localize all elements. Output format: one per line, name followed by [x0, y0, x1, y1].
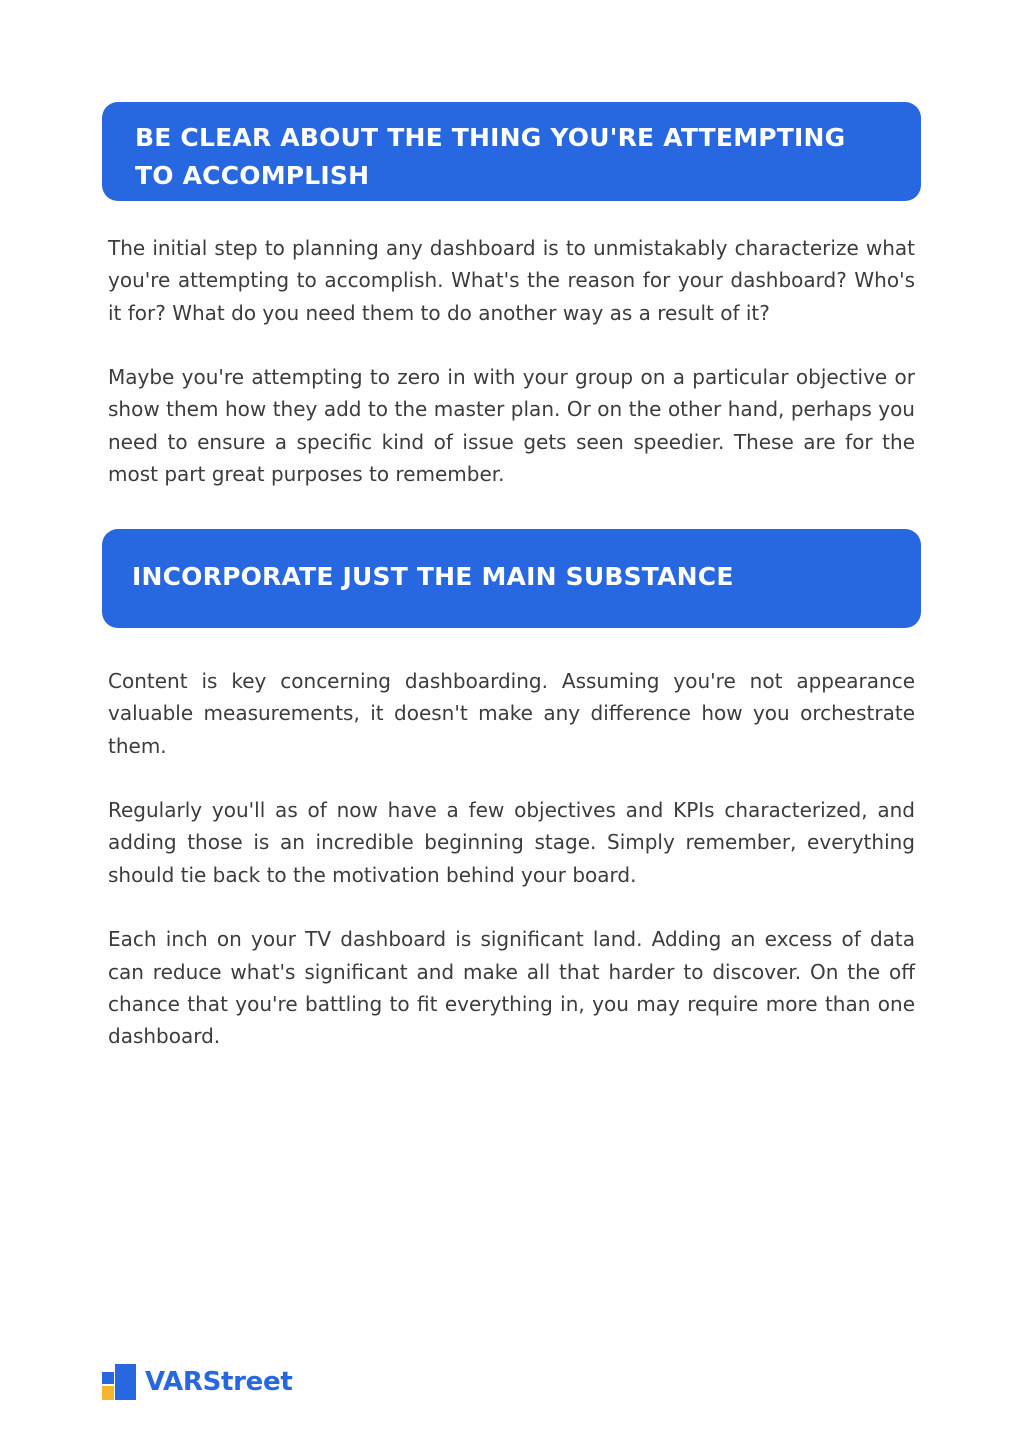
section-heading: INCORPORATE JUST THE MAIN SUBSTANCE	[132, 562, 734, 591]
paragraph: Maybe you're attempting to zero in with your group on a particular objective or show them how they add to the master plan. Or on the other hand, perhaps you need to ensure a specific kind of issue gets seen speedier. These are for the most part great purposes to remember.	[108, 365, 915, 487]
section-heading-banner	[102, 529, 921, 628]
paragraph: Content is key concerning dashboarding. Assuming you're not appearance valuable measurements, it doesn't make any difference how you orchestrate them.	[108, 669, 915, 758]
brand-name: VARStreet	[145, 1367, 293, 1397]
section-heading-banner	[102, 102, 921, 201]
paragraph: Each inch on your TV dashboard is significant land. Adding an excess of data can reduce what's significant and make all that harder to discover. On the off chance that you're battling to fit everything in, you may require more than one dashboard.	[108, 927, 915, 1049]
section-body	[108, 232, 915, 523]
section-body	[108, 665, 915, 1085]
paragraph: The initial step to planning any dashboard is to unmistakably characterize what you're attempting to accomplish. What's the reason for your dashboard? Who's it for? What do you need them to do another way as a result of it?	[108, 236, 915, 325]
section-heading: BE CLEAR ABOUT THE THING YOU'RE ATTEMPTING TO ACCOMPLISH	[135, 123, 846, 190]
varstreet-logo-icon	[102, 1364, 136, 1400]
footer-logo	[102, 1363, 292, 1401]
paragraph: Regularly you'll as of now have a few objectives and KPIs characterized, and adding those is an incredible beginning stage. Simply remember, everything should tie back to the motivation behind your board.	[108, 798, 915, 887]
